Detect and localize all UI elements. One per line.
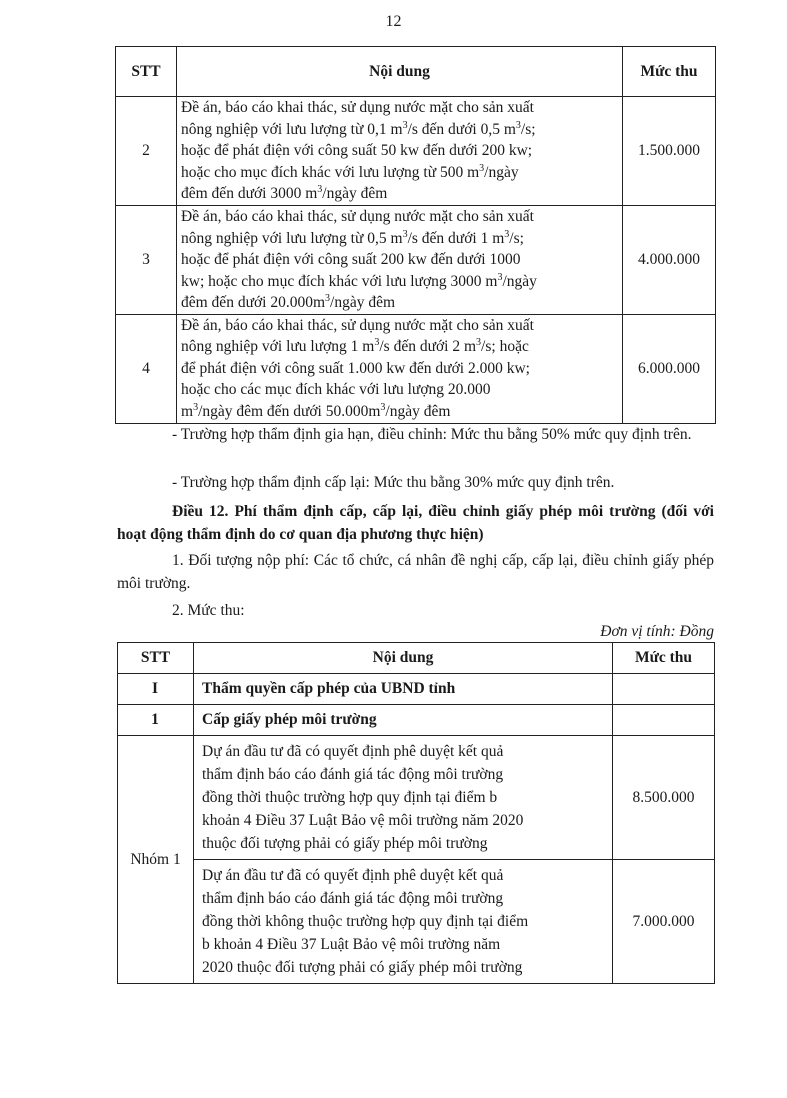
table-row [118, 860, 715, 984]
content-line: hoặc cho mục đích khác với lưu lượng từ 500 $m^3$/ngày [181, 162, 519, 181]
subsection-row [118, 705, 715, 736]
row-content [177, 206, 623, 315]
table-row [116, 314, 716, 423]
unit-label: Đơn vị tính: Đồng [600, 623, 714, 640]
row-fee: 4.000.000 [623, 206, 716, 315]
content-line: Đề án, báo cáo khai thác, sử dụng nước mặt cho sản xuất [181, 316, 534, 334]
row-content [177, 314, 623, 423]
section-fee [613, 674, 715, 705]
content-line: Dự án đầu tư đã có quyết định phê duyệt kết quả [202, 743, 504, 760]
note-reissue: - Trường hợp thẩm định cấp lại: Mức thu bằng 30% mức quy định trên. [172, 474, 615, 491]
section-content: Thẩm quyền cấp phép của UBND tỉnh [194, 674, 613, 705]
table-header-row [116, 47, 716, 97]
subsection-content: Cấp giấy phép môi trường [194, 705, 613, 736]
page-number: 12 [385, 13, 402, 30]
row-stt: 2 [116, 97, 177, 206]
subsection-stt: 1 [118, 705, 194, 736]
header-stt: STT [116, 47, 177, 97]
content-line: Dự án đầu tư đã có quyết định phê duyệt kết quả [202, 867, 504, 884]
content-line: hoặc cho các mục đích khác với lưu lượng 20.000 [181, 381, 491, 399]
content-line: nông nghiệp với lưu lượng từ 0,5 $m^3/s$ đến dưới 1 $m^3/s$; [181, 228, 524, 247]
content-line: $m^3$/ngày đêm đến dưới $50.000m^3$/ngày đêm [181, 401, 451, 420]
row-fee: 6.000.000 [623, 314, 716, 423]
row-fee: 8.500.000 [613, 736, 715, 860]
content-line: b khoản 4 Điều 37 Luật Bảo vệ môi trường năm [202, 936, 501, 953]
content-line: đêm đến dưới $20.000m^3$/ngày đêm [181, 292, 396, 311]
fee-payer-paragraph: 1. Đối tượng nộp phí: Các tổ chức, cá nhân đề nghị cấp, cấp lại, điều chỉnh giấy phép môi trường. [117, 552, 714, 592]
subsection-fee [613, 705, 715, 736]
content-line: Đề án, báo cáo khai thác, sử dụng nước mặt cho sản xuất [181, 99, 534, 117]
row-fee: 1.500.000 [623, 97, 716, 206]
row-content [194, 736, 613, 860]
content-line: đêm đến dưới 3000 $m^3$/ngày đêm [181, 184, 388, 203]
content-line: hoặc để phát điện với công suất 200 kw đến dưới 1000 [181, 251, 521, 268]
content-line: nông nghiệp với lưu lượng 1 $m^3/s$ đến dưới 2 $m^3/s$; hoặc [181, 337, 529, 356]
header-fee: Mức thu [623, 47, 716, 97]
table-row [116, 97, 716, 206]
table-row [116, 206, 716, 315]
content-line: kw; hoặc cho mục đích khác với lưu lượng 3000 $m^3$/ngày [181, 271, 537, 290]
content-line: để phát điện với công suất 1.000 kw đến dưới 2.000 kw; [181, 359, 530, 377]
row-fee: 7.000.000 [613, 860, 715, 984]
header-fee: Mức thu [613, 643, 715, 674]
row-stt: 4 [116, 314, 177, 423]
header-content: Nội dung [194, 643, 613, 674]
header-stt: STT [118, 643, 194, 674]
article-12-heading: Điều 12. Phí thẩm định cấp, cấp lại, điều chỉnh giấy phép môi trường (đối với hoạt động thẩm định do cơ quan địa phương thực hiện) [117, 503, 714, 543]
content-line: khoản 4 Điều 37 Luật Bảo vệ môi trường năm 2020 [202, 812, 524, 829]
content-line: thẩm định báo cáo đánh giá tác động môi trường [202, 766, 504, 783]
group-label: Nhóm 1 [118, 736, 194, 984]
section-row [118, 674, 715, 705]
header-content: Nội dung [177, 47, 623, 97]
content-line: nông nghiệp với lưu lượng từ 0,1 $m^3/s$ đến dưới 0,5 $m^3/s$; [181, 119, 536, 138]
table-header-row [118, 643, 715, 674]
fee-table-water [115, 46, 716, 424]
content-line: đồng thời thuộc trường hợp quy định tại điểm b [202, 789, 498, 806]
fee-rate-label: 2. Mức thu: [172, 602, 245, 619]
row-content [194, 860, 613, 984]
table-row [118, 736, 715, 860]
content-line: thẩm định báo cáo đánh giá tác động môi trường [202, 890, 504, 907]
note-extension: - Trường hợp thẩm định gia hạn, điều chỉnh: Mức thu bằng 50% mức quy định trên. [172, 426, 692, 443]
content-line: hoặc để phát điện với công suất 50 kw đến dưới 200 kw; [181, 142, 533, 160]
section-stt: I [118, 674, 194, 705]
row-stt: 3 [116, 206, 177, 315]
content-line: Đề án, báo cáo khai thác, sử dụng nước mặt cho sản xuất [181, 208, 534, 225]
content-line: đồng thời không thuộc trường hợp quy định tại điểm [202, 913, 529, 930]
content-line: thuộc đối tượng phải có giấy phép môi trường [202, 835, 488, 852]
row-content [177, 97, 623, 206]
fee-table-permit [117, 642, 715, 984]
content-line: 2020 thuộc đối tượng phải có giấy phép môi trường [202, 959, 523, 976]
